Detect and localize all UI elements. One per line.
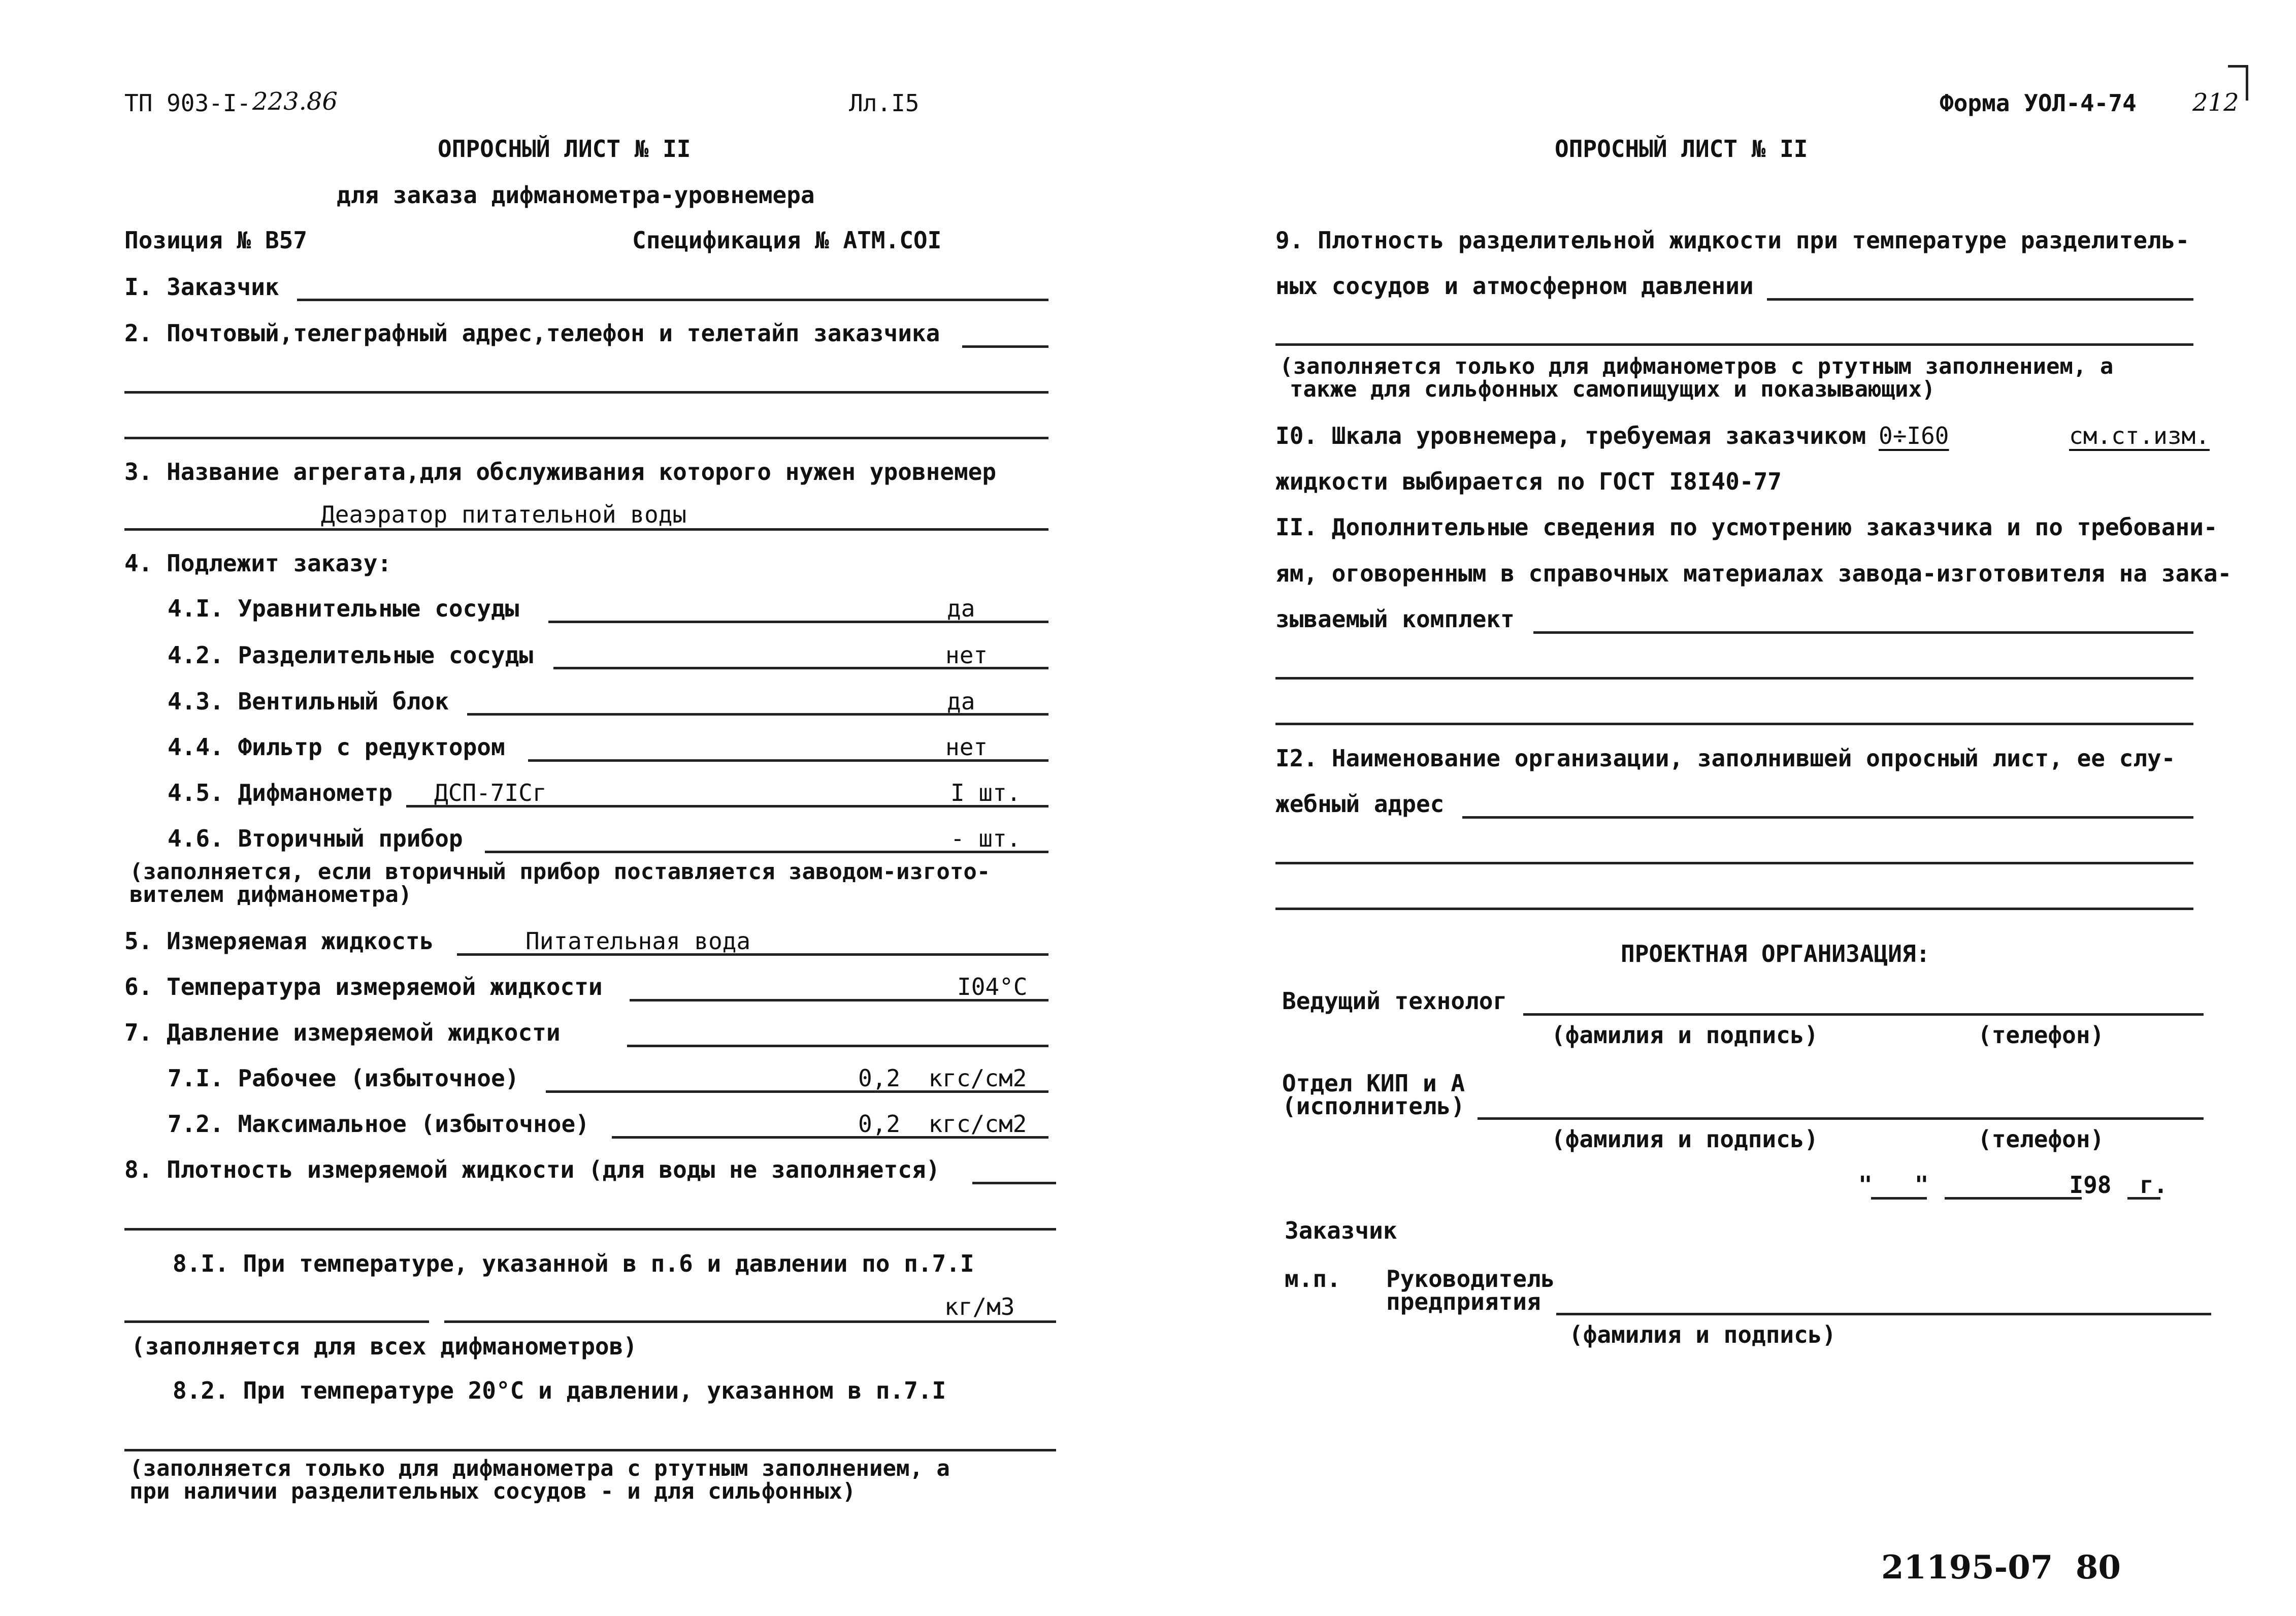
date-year-line (2127, 1197, 2160, 1200)
item-4-4-value: нет (945, 733, 988, 761)
item-12-line-2-rule (1275, 862, 2193, 864)
item-8-1-line (124, 1320, 429, 1323)
item-2-line-3 (124, 437, 1048, 439)
item-9-line-2: ных сосудов и атмосферном давлении (1275, 272, 1754, 300)
item-7-1-line (546, 1090, 1048, 1093)
item-4-1-value: да (947, 595, 975, 622)
left-subtitle: для заказа дифманометра-уровнемера (337, 181, 815, 209)
lead-technologist-label: Ведущий технолог (1282, 987, 1507, 1015)
item-4-6-label: 4.6. Вторичный прибор (168, 825, 463, 852)
item-8-1-unit: кг/м3 (944, 1293, 1015, 1320)
item-6-value: I04°С (957, 973, 1028, 1000)
item-2-line (962, 345, 1048, 348)
head-line (1556, 1313, 2211, 1315)
item-5-line (457, 953, 1048, 956)
item-10-value: 0÷I60 (1879, 422, 1949, 449)
lead-name-caption: (фамилия и подпись) (1551, 1021, 1819, 1049)
item-12-line-1: I2. Наименование организации, заполнившей опросный лист, ее слу- (1275, 745, 2176, 772)
item-7-label: 7. Давление измеряемой жидкости (124, 1019, 561, 1046)
item-9-note-2: также для сильфонных самопищущих и показывающих) (1290, 376, 1936, 402)
item-4-3-line (467, 713, 1048, 716)
item-12-line (1462, 816, 2193, 819)
item-4-3-value: да (947, 688, 975, 715)
item-10-line-1: I0. Шкала уровнемера, требуемая заказчиком (1275, 422, 1866, 449)
form-code: Форма УОЛ-4-74 (1940, 89, 2137, 117)
date-month-line (1945, 1197, 2082, 1200)
doc-code-handwritten: 223.86 (252, 87, 338, 116)
item-4-3-label: 4.3. Вентильный блок (168, 688, 449, 715)
item-7-1-label: 7.I. Рабочее (избыточное) (168, 1064, 519, 1092)
corner-mark-v (2246, 65, 2248, 101)
item-7-2-line (612, 1136, 1048, 1139)
item-4-5-line (406, 805, 1048, 807)
item-7-1-value: 0,2 кгс/см2 (858, 1064, 1027, 1092)
head-label-2: предприятия (1386, 1288, 1541, 1315)
item-10-unit: см.ст.изм. (2069, 422, 2210, 449)
date-line: " " I98 г. (1858, 1171, 2168, 1199)
item-4-1-label: 4.I. Уравнительные сосуды (168, 595, 519, 622)
item-4-4-line (528, 759, 1048, 762)
head-name-caption: (фамилия и подпись) (1569, 1321, 1836, 1348)
item-4-2-line (553, 667, 1048, 669)
item-8-2-note-1: (заполняется только для дифманометра с ртутным заполнением, а (129, 1456, 950, 1481)
item-4-2-label: 4.2. Разделительные сосуды (168, 641, 534, 669)
item-4-1-line (548, 621, 1048, 623)
item-8-2-line (124, 1449, 1056, 1451)
item-4-note-2: вителем дифманометра) (129, 882, 412, 908)
project-org-heading: ПРОЕКТНАЯ ОРГАНИЗАЦИЯ: (1621, 940, 1930, 967)
item-2-label: 2. Почтовый,телеграфный адрес,телефон и телетайп заказчика (124, 319, 940, 347)
item-4-2-value: нет (945, 641, 988, 669)
item-3-label: 3. Название агрегата,для обслуживания которого нужен уровнемер (124, 458, 997, 486)
dept-name-caption: (фамилия и подпись) (1551, 1125, 1819, 1153)
item-8-line (972, 1182, 1056, 1184)
item-7-line (627, 1045, 1048, 1047)
item-4-5-model: ДСП-7IСг (434, 779, 547, 806)
doc-code: ТП 903-I- (124, 89, 251, 117)
stamp-place-label: м.п. (1285, 1265, 1341, 1292)
item-11-line-3: зываемый комплект (1275, 605, 1515, 633)
item-8-2-label: 8.2. При температуре 20°С и давлении, указанном в п.7.I (173, 1377, 946, 1404)
item-1-label: I. Заказчик (124, 273, 279, 301)
item-4-5-label: 4.5. Дифманометр (168, 779, 393, 806)
item-11-line (1533, 631, 2193, 634)
item-5-label: 5. Измеряемая жидкость (124, 927, 434, 955)
item-8-1-label: 8.I. При температуре, указанной в п.6 и давлении по п.7.I (173, 1250, 974, 1277)
item-4-5-value: I шт. (950, 779, 1021, 806)
position-label: Позиция № В57 (124, 227, 308, 254)
dept-phone-caption: (телефон) (1978, 1125, 2105, 1153)
item-9-note-1: (заполняется только для дифманометров с ртутным заполнением, а (1280, 353, 2114, 379)
item-4-6-line (485, 851, 1048, 853)
item-4-label: 4. Подлежит заказу: (124, 550, 392, 577)
dept-label: Отдел КИП и А (1282, 1070, 1465, 1097)
lead-phone-caption: (телефон) (1978, 1021, 2105, 1049)
left-title: ОПРОСНЫЙ ЛИСТ № II (438, 135, 691, 163)
item-7-2-label: 7.2. Максимальное (избыточное) (168, 1110, 589, 1138)
corner-mark-h (2228, 65, 2248, 68)
item-3-value: Деаэратор питательной воды (321, 501, 687, 528)
item-9-line (1767, 298, 2193, 301)
item-6-label: 6. Температура измеряемой жидкости (124, 973, 603, 1000)
item-1-line (297, 299, 1048, 301)
item-4-4-label: 4.4. Фильтр с редуктором (168, 733, 505, 761)
lead-technologist-line (1523, 1013, 2204, 1016)
item-7-2-value: 0,2 кгс/см2 (858, 1110, 1027, 1138)
specification-label: Спецификация № АТМ.СОI (632, 227, 942, 254)
item-4-note-1: (заполняется, если вторичный прибор поставляется заводом-изгото- (129, 859, 991, 885)
customer-label: Заказчик (1285, 1217, 1397, 1244)
item-11-line-3-rule (1275, 723, 2193, 725)
item-11-line-2: ям, оговоренным в справочных материалах завода-изготовителя на зака- (1275, 560, 2232, 587)
item-8-1-note: (заполняется для всех дифманометров) (131, 1333, 637, 1360)
item-11-line-2-rule (1275, 677, 2193, 680)
item-12-line-3-rule (1275, 908, 2193, 910)
item-2-line-2 (124, 391, 1048, 394)
item-9-line-2-rule (1275, 343, 2193, 346)
date-day-line (1871, 1197, 1927, 1200)
item-9-line-1: 9. Плотность разделительной жидкости при температуре разделитель- (1275, 227, 2190, 254)
item-8-line-2 (124, 1228, 1056, 1231)
dept-executor-label: (исполнитель) (1282, 1092, 1465, 1120)
right-title: ОПРОСНЫЙ ЛИСТ № II (1555, 135, 1808, 163)
item-11-line-1: II. Дополнительные сведения по усмотрению заказчика и по требовани- (1275, 513, 2218, 541)
sheet-number: Лл.I5 (849, 89, 920, 117)
item-6-line (630, 999, 1048, 1001)
archive-stamp: 21195-07 80 (1881, 1548, 2121, 1587)
item-8-label: 8. Плотность измеряемой жидкости (для воды не заполняется) (124, 1156, 940, 1183)
item-3-line (124, 528, 1048, 531)
item-8-2-note-2: при наличии разделительных сосудов - и для сильфонных) (129, 1478, 856, 1504)
item-5-value: Питательная вода (526, 927, 751, 955)
item-10-line-2: жидкости выбирается по ГОСТ I8I40-77 (1275, 468, 1782, 495)
item-12-line-2: жебный адрес (1275, 790, 1445, 818)
item-4-6-value: - шт. (950, 825, 1021, 852)
item-8-1-line-2 (444, 1320, 1056, 1323)
head-label: Руководитель (1386, 1265, 1555, 1292)
page-number-handwritten: 212 (2192, 88, 2239, 117)
dept-line (1478, 1117, 2204, 1120)
